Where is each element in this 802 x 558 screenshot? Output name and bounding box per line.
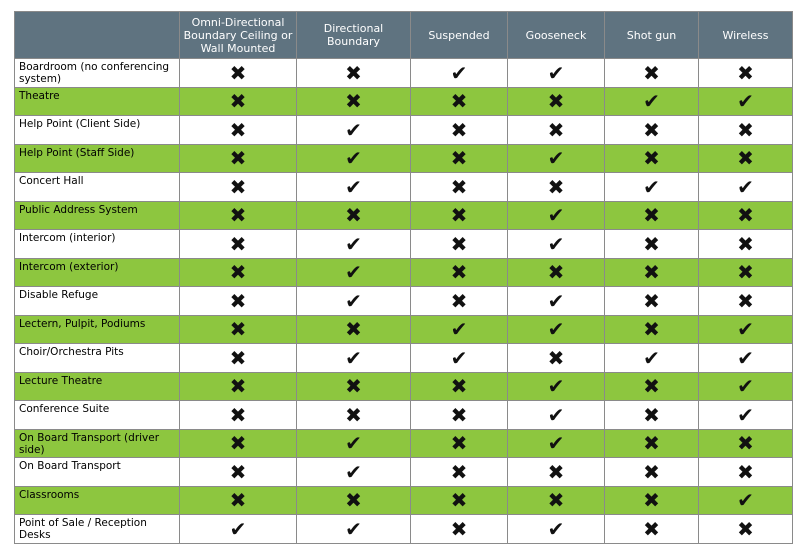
cross-icon: ✖ bbox=[345, 89, 362, 114]
suitability-cell bbox=[297, 401, 411, 430]
checkmark-icon: ✔ bbox=[547, 288, 565, 313]
cross-icon: ✖ bbox=[450, 516, 468, 541]
cross-icon: ✖ bbox=[229, 317, 247, 342]
cross-icon: ✖ bbox=[345, 317, 362, 342]
suitability-cell bbox=[605, 116, 699, 145]
cross-icon: ✖ bbox=[450, 488, 468, 513]
row-label: Help Point (Client Side) bbox=[15, 116, 180, 145]
suitability-cell bbox=[411, 258, 508, 287]
cross-icon: ✖ bbox=[643, 459, 660, 484]
suitability-cell bbox=[297, 429, 411, 458]
suitability-cell bbox=[180, 401, 297, 430]
cross-icon: ✖ bbox=[643, 431, 660, 456]
cross-icon: ✖ bbox=[643, 117, 660, 142]
suitability-cell bbox=[508, 401, 605, 430]
cross-icon: ✖ bbox=[345, 402, 362, 427]
checkmark-icon: ✔ bbox=[547, 516, 565, 541]
row-label: Lecture Theatre bbox=[15, 372, 180, 401]
suitability-cell bbox=[411, 515, 508, 544]
suitability-cell bbox=[508, 486, 605, 515]
suitability-cell bbox=[297, 230, 411, 259]
cross-icon: ✖ bbox=[547, 117, 565, 142]
suitability-cell bbox=[699, 230, 793, 259]
suitability-cell bbox=[699, 315, 793, 344]
checkmark-icon: ✔ bbox=[547, 431, 565, 456]
cross-icon: ✖ bbox=[229, 345, 247, 370]
row-label: Intercom (interior) bbox=[15, 230, 180, 259]
suitability-cell bbox=[605, 401, 699, 430]
cross-icon: ✖ bbox=[547, 345, 565, 370]
table-row bbox=[15, 401, 793, 430]
checkmark-icon: ✔ bbox=[737, 317, 754, 342]
table-row bbox=[15, 201, 793, 230]
checkmark-icon: ✔ bbox=[643, 89, 660, 114]
row-label: Concert Hall bbox=[15, 173, 180, 202]
suitability-cell bbox=[180, 287, 297, 316]
suitability-cell bbox=[605, 315, 699, 344]
suitability-cell bbox=[180, 515, 297, 544]
suitability-cell bbox=[605, 344, 699, 373]
header-omni-directional-boundary: Omni-Directional Boundary Ceiling or Wall Mounted bbox=[180, 12, 297, 59]
suitability-cell bbox=[411, 401, 508, 430]
cross-icon: ✖ bbox=[450, 288, 468, 313]
suitability-cell bbox=[508, 344, 605, 373]
checkmark-icon: ✔ bbox=[547, 317, 565, 342]
row-label: Intercom (exterior) bbox=[15, 258, 180, 287]
suitability-cell bbox=[411, 372, 508, 401]
table-row bbox=[15, 372, 793, 401]
suitability-cell bbox=[508, 515, 605, 544]
suitability-cell bbox=[297, 258, 411, 287]
suitability-cell bbox=[605, 258, 699, 287]
suitability-cell bbox=[297, 344, 411, 373]
suitability-cell bbox=[605, 287, 699, 316]
table-row bbox=[15, 429, 793, 458]
suitability-cell bbox=[605, 458, 699, 487]
suitability-cell bbox=[605, 486, 699, 515]
checkmark-icon: ✔ bbox=[345, 288, 362, 313]
table-row bbox=[15, 230, 793, 259]
suitability-cell bbox=[180, 201, 297, 230]
cross-icon: ✖ bbox=[737, 203, 754, 228]
cross-icon: ✖ bbox=[450, 117, 468, 142]
row-label: Help Point (Staff Side) bbox=[15, 144, 180, 173]
suitability-cell bbox=[297, 116, 411, 145]
suitability-cell bbox=[508, 144, 605, 173]
row-label: On Board Transport bbox=[15, 458, 180, 487]
suitability-cell bbox=[699, 486, 793, 515]
suitability-cell bbox=[605, 87, 699, 116]
checkmark-icon: ✔ bbox=[643, 174, 660, 199]
cross-icon: ✖ bbox=[547, 488, 565, 513]
checkmark-icon: ✔ bbox=[345, 231, 362, 256]
suitability-cell bbox=[699, 344, 793, 373]
cross-icon: ✖ bbox=[229, 488, 247, 513]
cross-icon: ✖ bbox=[450, 402, 468, 427]
suitability-cell bbox=[699, 201, 793, 230]
suitability-cell bbox=[297, 486, 411, 515]
suitability-cell bbox=[297, 59, 411, 88]
cross-icon: ✖ bbox=[643, 231, 660, 256]
cross-icon: ✖ bbox=[450, 459, 468, 484]
checkmark-icon: ✔ bbox=[643, 345, 660, 370]
suitability-cell bbox=[180, 315, 297, 344]
suitability-cell bbox=[411, 87, 508, 116]
suitability-cell bbox=[699, 173, 793, 202]
checkmark-icon: ✔ bbox=[345, 459, 362, 484]
checkmark-icon: ✔ bbox=[345, 174, 362, 199]
suitability-cell bbox=[297, 287, 411, 316]
table-row bbox=[15, 287, 793, 316]
suitability-cell bbox=[605, 372, 699, 401]
checkmark-icon: ✔ bbox=[450, 345, 468, 370]
cross-icon: ✖ bbox=[450, 174, 468, 199]
checkmark-icon: ✔ bbox=[547, 146, 565, 171]
suitability-cell bbox=[508, 315, 605, 344]
checkmark-icon: ✔ bbox=[737, 402, 754, 427]
cross-icon: ✖ bbox=[643, 317, 660, 342]
suitability-cell bbox=[605, 59, 699, 88]
table-row bbox=[15, 59, 793, 88]
row-label: Conference Suite bbox=[15, 401, 180, 430]
suitability-cell bbox=[699, 59, 793, 88]
suitability-cell bbox=[411, 201, 508, 230]
cross-icon: ✖ bbox=[229, 431, 247, 456]
cross-icon: ✖ bbox=[345, 374, 362, 399]
cross-icon: ✖ bbox=[229, 231, 247, 256]
suitability-cell bbox=[411, 59, 508, 88]
cross-icon: ✖ bbox=[450, 89, 468, 114]
checkmark-icon: ✔ bbox=[737, 89, 754, 114]
cross-icon: ✖ bbox=[229, 60, 247, 85]
table-body bbox=[15, 59, 793, 544]
suitability-cell bbox=[508, 116, 605, 145]
cross-icon: ✖ bbox=[450, 260, 468, 285]
cross-icon: ✖ bbox=[229, 203, 247, 228]
table-row bbox=[15, 458, 793, 487]
cross-icon: ✖ bbox=[450, 431, 468, 456]
suitability-cell bbox=[297, 372, 411, 401]
cross-icon: ✖ bbox=[737, 60, 754, 85]
suitability-cell bbox=[508, 287, 605, 316]
checkmark-icon: ✔ bbox=[345, 345, 362, 370]
checkmark-icon: ✔ bbox=[345, 117, 362, 142]
suitability-cell bbox=[508, 458, 605, 487]
suitability-cell bbox=[508, 372, 605, 401]
checkmark-icon: ✔ bbox=[345, 431, 362, 456]
suitability-cell bbox=[180, 344, 297, 373]
cross-icon: ✖ bbox=[737, 260, 754, 285]
header-gooseneck: Gooseneck bbox=[508, 12, 605, 59]
suitability-cell bbox=[605, 230, 699, 259]
suitability-cell bbox=[411, 230, 508, 259]
suitability-cell bbox=[699, 144, 793, 173]
suitability-cell bbox=[411, 344, 508, 373]
suitability-cell bbox=[605, 201, 699, 230]
suitability-cell bbox=[699, 429, 793, 458]
cross-icon: ✖ bbox=[229, 288, 247, 313]
table-row bbox=[15, 173, 793, 202]
suitability-cell bbox=[605, 515, 699, 544]
table-row bbox=[15, 515, 793, 544]
header-directional-boundary: Directional Boundary bbox=[297, 12, 411, 59]
checkmark-icon: ✔ bbox=[229, 516, 247, 541]
row-label: Point of Sale / Reception Desks bbox=[15, 515, 180, 544]
header-wireless: Wireless bbox=[699, 12, 793, 59]
suitability-cell bbox=[411, 458, 508, 487]
cross-icon: ✖ bbox=[737, 459, 754, 484]
suitability-cell bbox=[180, 486, 297, 515]
suitability-cell bbox=[699, 515, 793, 544]
checkmark-icon: ✔ bbox=[737, 174, 754, 199]
suitability-cell bbox=[297, 315, 411, 344]
suitability-cell bbox=[411, 486, 508, 515]
suitability-cell bbox=[297, 201, 411, 230]
cross-icon: ✖ bbox=[547, 459, 565, 484]
suitability-cell bbox=[180, 458, 297, 487]
suitability-cell bbox=[411, 287, 508, 316]
cross-icon: ✖ bbox=[643, 488, 660, 513]
cross-icon: ✖ bbox=[450, 203, 468, 228]
checkmark-icon: ✔ bbox=[737, 488, 754, 513]
checkmark-icon: ✔ bbox=[547, 231, 565, 256]
cross-icon: ✖ bbox=[547, 89, 565, 114]
row-label: Public Address System bbox=[15, 201, 180, 230]
suitability-cell bbox=[699, 401, 793, 430]
cross-icon: ✖ bbox=[737, 146, 754, 171]
suitability-cell bbox=[605, 144, 699, 173]
suitability-cell bbox=[508, 230, 605, 259]
suitability-cell bbox=[605, 429, 699, 458]
cross-icon: ✖ bbox=[643, 60, 660, 85]
cross-icon: ✖ bbox=[643, 146, 660, 171]
suitability-cell bbox=[508, 429, 605, 458]
row-label: Lectern, Pulpit, Podiums bbox=[15, 315, 180, 344]
row-label: On Board Transport (driver side) bbox=[15, 429, 180, 458]
checkmark-icon: ✔ bbox=[547, 203, 565, 228]
checkmark-icon: ✔ bbox=[450, 317, 468, 342]
suitability-cell bbox=[297, 87, 411, 116]
table-row bbox=[15, 258, 793, 287]
cross-icon: ✖ bbox=[450, 231, 468, 256]
microphone-suitability-table bbox=[14, 11, 793, 544]
suitability-cell bbox=[508, 201, 605, 230]
row-label: Disable Refuge bbox=[15, 287, 180, 316]
suitability-cell bbox=[180, 258, 297, 287]
suitability-cell bbox=[180, 87, 297, 116]
suitability-cell bbox=[411, 315, 508, 344]
suitability-cell bbox=[411, 144, 508, 173]
header-suspended: Suspended bbox=[411, 12, 508, 59]
suitability-cell bbox=[180, 59, 297, 88]
cross-icon: ✖ bbox=[229, 260, 247, 285]
suitability-cell bbox=[699, 87, 793, 116]
suitability-cell bbox=[297, 458, 411, 487]
table-row bbox=[15, 315, 793, 344]
cross-icon: ✖ bbox=[450, 374, 468, 399]
cross-icon: ✖ bbox=[450, 146, 468, 171]
table-row bbox=[15, 486, 793, 515]
cross-icon: ✖ bbox=[229, 89, 247, 114]
suitability-cell bbox=[699, 372, 793, 401]
checkmark-icon: ✔ bbox=[737, 345, 754, 370]
cross-icon: ✖ bbox=[345, 488, 362, 513]
suitability-cell bbox=[411, 173, 508, 202]
suitability-cell bbox=[508, 258, 605, 287]
cross-icon: ✖ bbox=[643, 516, 660, 541]
cross-icon: ✖ bbox=[737, 431, 754, 456]
suitability-cell bbox=[180, 144, 297, 173]
suitability-cell bbox=[180, 230, 297, 259]
suitability-cell bbox=[180, 429, 297, 458]
suitability-cell bbox=[411, 429, 508, 458]
checkmark-icon: ✔ bbox=[345, 260, 362, 285]
suitability-cell bbox=[180, 372, 297, 401]
suitability-cell bbox=[297, 144, 411, 173]
cross-icon: ✖ bbox=[643, 374, 660, 399]
cross-icon: ✖ bbox=[229, 146, 247, 171]
cross-icon: ✖ bbox=[229, 174, 247, 199]
cross-icon: ✖ bbox=[229, 459, 247, 484]
suitability-cell bbox=[508, 173, 605, 202]
suitability-cell bbox=[297, 515, 411, 544]
table-row bbox=[15, 87, 793, 116]
row-label: Theatre bbox=[15, 87, 180, 116]
suitability-cell bbox=[180, 116, 297, 145]
cross-icon: ✖ bbox=[229, 402, 247, 427]
checkmark-icon: ✔ bbox=[547, 402, 565, 427]
table-header bbox=[15, 12, 793, 59]
cross-icon: ✖ bbox=[643, 288, 660, 313]
header-corner-cell bbox=[15, 12, 180, 59]
cross-icon: ✖ bbox=[547, 260, 565, 285]
suitability-cell bbox=[699, 258, 793, 287]
cross-icon: ✖ bbox=[643, 260, 660, 285]
suitability-cell bbox=[297, 173, 411, 202]
suitability-cell bbox=[508, 87, 605, 116]
row-label: Choir/Orchestra Pits bbox=[15, 344, 180, 373]
cross-icon: ✖ bbox=[345, 60, 362, 85]
row-label: Boardroom (no conferencing system) bbox=[15, 59, 180, 88]
cross-icon: ✖ bbox=[643, 402, 660, 427]
cross-icon: ✖ bbox=[345, 203, 362, 228]
checkmark-icon: ✔ bbox=[547, 374, 565, 399]
cross-icon: ✖ bbox=[737, 288, 754, 313]
checkmark-icon: ✔ bbox=[345, 146, 362, 171]
cross-icon: ✖ bbox=[737, 231, 754, 256]
checkmark-icon: ✔ bbox=[450, 60, 468, 85]
table-row bbox=[15, 344, 793, 373]
header-shot-gun: Shot gun bbox=[605, 12, 699, 59]
suitability-cell bbox=[508, 59, 605, 88]
table-row bbox=[15, 116, 793, 145]
cross-icon: ✖ bbox=[229, 374, 247, 399]
cross-icon: ✖ bbox=[737, 117, 754, 142]
suitability-cell bbox=[699, 287, 793, 316]
table-row bbox=[15, 144, 793, 173]
cross-icon: ✖ bbox=[547, 174, 565, 199]
suitability-cell bbox=[699, 116, 793, 145]
cross-icon: ✖ bbox=[229, 117, 247, 142]
checkmark-icon: ✔ bbox=[737, 374, 754, 399]
header-row bbox=[15, 12, 793, 59]
row-label: Classrooms bbox=[15, 486, 180, 515]
cross-icon: ✖ bbox=[643, 203, 660, 228]
suitability-cell bbox=[699, 458, 793, 487]
checkmark-icon: ✔ bbox=[345, 516, 362, 541]
cross-icon: ✖ bbox=[737, 516, 754, 541]
suitability-cell bbox=[605, 173, 699, 202]
checkmark-icon: ✔ bbox=[547, 60, 565, 85]
suitability-cell bbox=[180, 173, 297, 202]
suitability-cell bbox=[411, 116, 508, 145]
